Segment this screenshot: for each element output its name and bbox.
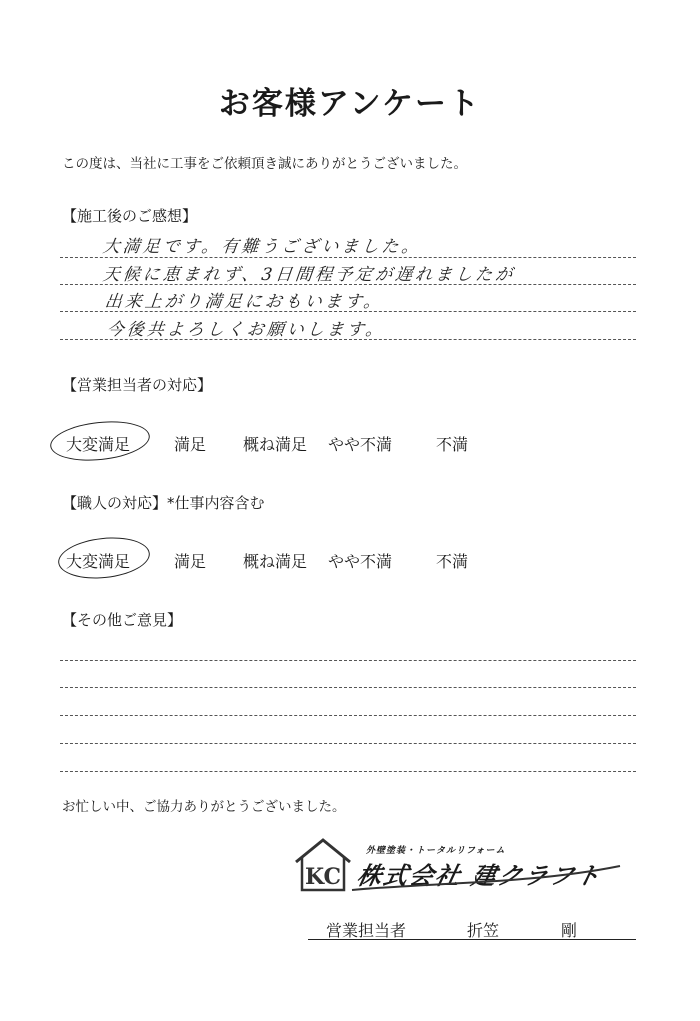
signature-line xyxy=(308,939,636,940)
ruled-line xyxy=(60,715,636,716)
impression-line-2: 天候に恵まれず、3日間程予定が遅れましたが xyxy=(101,265,517,285)
closing-text: お忙しい中、ご協力ありがとうございました。 xyxy=(62,799,346,815)
intro-text: この度は、当社に工事をご依頼頂き誠にありがとうございました。 xyxy=(62,156,467,172)
sales-option-somewhat-dissatisfied[interactable]: やや不満 xyxy=(328,435,393,454)
company-name: 株式会社 建クラフト xyxy=(354,862,605,890)
impression-line-1: 大満足です。有難うございました。 xyxy=(101,237,423,257)
sales-option-satisfied[interactable]: 満足 xyxy=(174,435,207,454)
ruled-line xyxy=(60,687,636,688)
sales-option-dissatisfied[interactable]: 不満 xyxy=(436,435,469,454)
sales-option-very-satisfied[interactable]: 大変満足 xyxy=(66,435,131,454)
signature-given-name: 剛 xyxy=(561,921,578,940)
impressions-heading: 【施工後のご感想】 xyxy=(62,207,198,225)
company-logo-house-icon xyxy=(292,836,354,894)
impression-line-4: 今後共よろしくお願いします。 xyxy=(105,320,387,340)
craftsman-option-mostly-satisfied[interactable]: 概ね満足 xyxy=(243,552,308,571)
sales-option-mostly-satisfied[interactable]: 概ね満足 xyxy=(243,435,308,454)
other-heading: 【その他ご意見】 xyxy=(62,611,183,629)
craftsman-option-very-satisfied[interactable]: 大変満足 xyxy=(66,552,131,571)
ruled-line xyxy=(60,743,636,744)
craftsman-option-somewhat-dissatisfied[interactable]: やや不満 xyxy=(328,552,393,571)
company-tagline: 外壁塗装・トータルリフォーム xyxy=(366,846,506,856)
ruled-line xyxy=(60,257,636,258)
signature-family-name: 折笠 xyxy=(467,921,500,940)
logo-letters: KC xyxy=(304,864,342,890)
logo-swoosh-icon xyxy=(350,862,622,894)
ruled-line xyxy=(60,660,636,661)
signature-label: 営業担当者 xyxy=(326,921,407,940)
impression-line-3: 出来上がり満足におもいます。 xyxy=(103,292,385,312)
craftsman-option-satisfied[interactable]: 満足 xyxy=(174,552,207,571)
sales-heading: 【営業担当者の対応】 xyxy=(62,376,213,394)
ruled-line xyxy=(60,771,636,772)
craftsman-option-dissatisfied[interactable]: 不満 xyxy=(436,552,469,571)
page-title: お客様アンケート xyxy=(218,86,482,122)
craftsman-heading: 【職人の対応】*仕事内容含む xyxy=(62,494,265,512)
